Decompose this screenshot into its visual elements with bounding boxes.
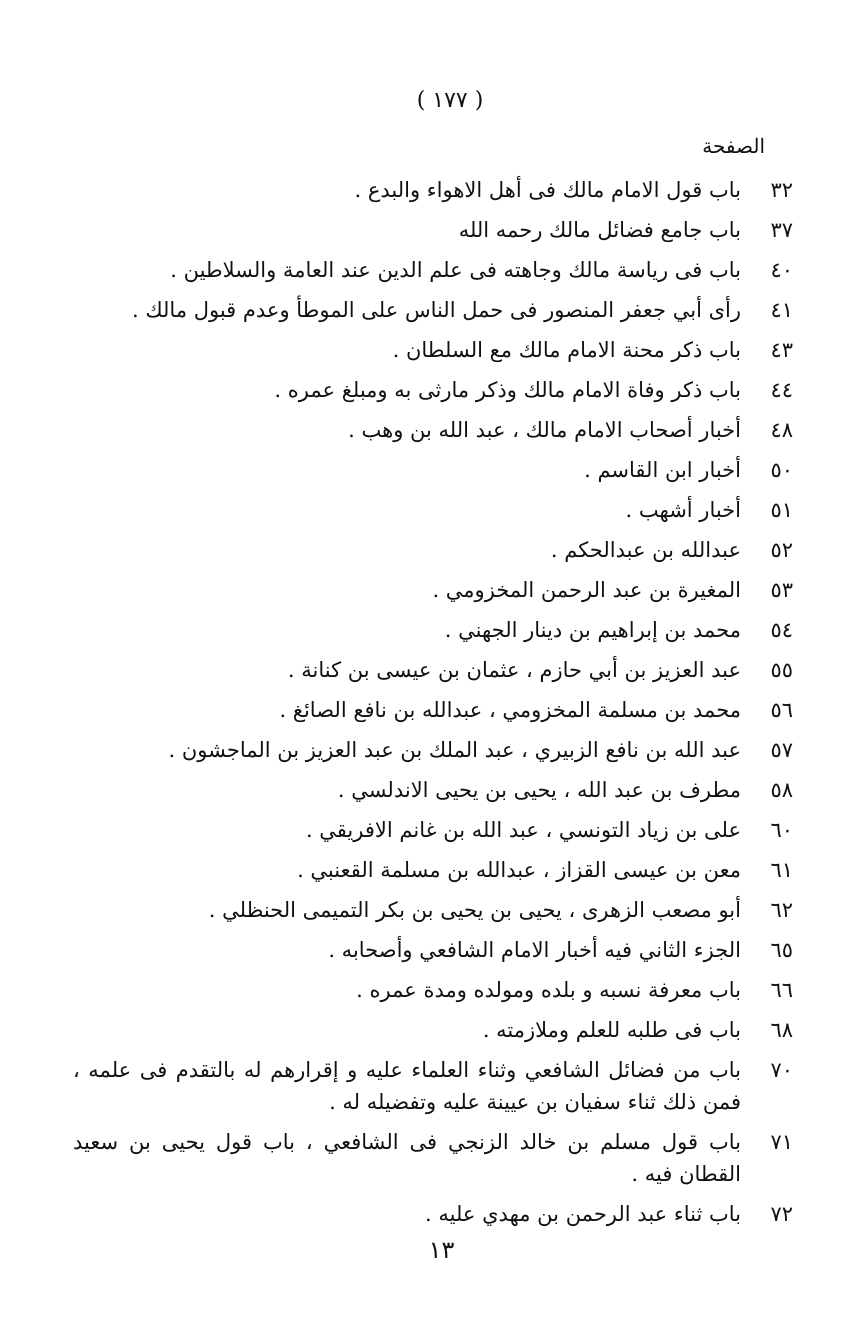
- toc-entry: [73, 610, 793, 650]
- toc-page-number: ٥٢: [770, 538, 793, 562]
- toc-title: الجزء الثاني فيه أخبار الامام الشافعي وأصحابه .: [328, 938, 741, 962]
- toc-title: باب فى طلبه للعلم وملازمته .: [482, 1018, 741, 1042]
- toc-page-number: ٥٠: [770, 458, 793, 482]
- toc-page-number: ٥٤: [770, 618, 793, 642]
- toc-entry: [73, 290, 793, 330]
- toc-page-number: ٥٨: [770, 778, 793, 802]
- toc-page-number: ٧٢: [770, 1202, 793, 1226]
- toc-entry: [73, 210, 793, 250]
- toc-entry: [73, 1050, 793, 1122]
- toc-title: عبدالله بن عبدالحكم .: [550, 538, 741, 562]
- toc-title: محمد بن إبراهيم بن دينار الجهني .: [444, 618, 741, 642]
- toc-page-number: ٥٣: [770, 578, 793, 602]
- toc-entry: [73, 170, 793, 210]
- toc-entry: [73, 370, 793, 410]
- toc-entry: [73, 570, 793, 610]
- toc-page-number: ٧٠: [770, 1058, 793, 1082]
- toc-title: أخبار ابن القاسم .: [584, 458, 741, 482]
- toc-page-number: ٤٠: [770, 258, 793, 282]
- toc-entry: [73, 250, 793, 290]
- page-number: ( ١٧٧ ): [416, 88, 484, 113]
- toc-title: عبد الله بن نافع الزبيري ، عبد الملك بن عبد العزيز بن الماجشون .: [168, 738, 741, 762]
- toc-page-number: ٣٧: [770, 218, 793, 242]
- toc-title: المغيرة بن عبد الرحمن المخزومي .: [432, 578, 741, 602]
- toc-entry: [73, 530, 793, 570]
- toc-page-number: ٦١: [770, 858, 793, 882]
- table-of-contents: [73, 170, 793, 1234]
- toc-title: مطرف بن عبد الله ، يحيى بن يحيى الاندلسي .: [337, 778, 741, 802]
- toc-title: باب فى رياسة مالك وجاهته فى علم الدين عند العامة والسلاطين .: [170, 258, 741, 282]
- page-column-header: الصفحة: [702, 134, 765, 158]
- toc-title: على بن زياد التونسي ، عبد الله بن غانم الافريقي .: [305, 818, 741, 842]
- toc-title: باب قول الامام مالك فى أهل الاهواء والبدع .: [354, 178, 741, 202]
- toc-entry: [73, 690, 793, 730]
- toc-entry: [73, 1194, 793, 1234]
- toc-entry: [73, 330, 793, 370]
- toc-title: باب قول مسلم بن خالد الزنجي فى الشافعي ، باب قول يحيى بن سعيد القطان فيه .: [73, 1130, 741, 1186]
- toc-entry: [73, 450, 793, 490]
- toc-entry: [73, 730, 793, 770]
- toc-page-number: ٦٥: [770, 938, 793, 962]
- toc-entry: [73, 890, 793, 930]
- toc-page-number: ٦٢: [770, 898, 793, 922]
- toc-page-number: ٥٧: [770, 738, 793, 762]
- toc-page-number: ٤١: [770, 298, 793, 322]
- toc-entry: [73, 970, 793, 1010]
- toc-title: باب ذكر وفاة الامام مالك وذكر مارثى به ومبلغ عمره .: [274, 378, 741, 402]
- toc-page-number: ٧١: [770, 1130, 793, 1154]
- toc-entry: [73, 850, 793, 890]
- toc-title: باب ثناء عبد الرحمن بن مهدي عليه .: [425, 1202, 741, 1226]
- toc-page-number: ٥٦: [770, 698, 793, 722]
- toc-entry: [73, 810, 793, 850]
- toc-page-number: ٦٨: [770, 1018, 793, 1042]
- toc-entry: [73, 410, 793, 450]
- toc-entry: [73, 1010, 793, 1050]
- toc-page-number: ٥١: [770, 498, 793, 522]
- toc-page-number: ٤٣: [770, 338, 793, 362]
- toc-title: باب ذكر محنة الامام مالك مع السلطان .: [392, 338, 741, 362]
- toc-page-number: ٤٨: [770, 418, 793, 442]
- toc-title: محمد بن مسلمة المخزومي ، عبدالله بن نافع الصائغ .: [279, 698, 741, 722]
- toc-title: باب معرفة نسبه و بلده ومولده ومدة عمره .: [356, 978, 741, 1002]
- printer-signature-mark: ١٣: [428, 1236, 455, 1264]
- toc-page-number: ٦٠: [770, 818, 793, 842]
- toc-entry: [73, 490, 793, 530]
- toc-title: أخبار أصحاب الامام مالك ، عبد الله بن وهب .: [348, 418, 741, 442]
- toc-page-number: ٥٥: [770, 658, 793, 682]
- toc-title: رأى أبي جعفر المنصور فى حمل الناس على الموطأ وعدم قبول مالك .: [131, 298, 741, 322]
- toc-page-number: ٦٦: [770, 978, 793, 1002]
- toc-entry: [73, 650, 793, 690]
- toc-title: باب جامع فضائل مالك رحمه الله: [458, 218, 741, 242]
- toc-entry: [73, 770, 793, 810]
- toc-entry: [73, 930, 793, 970]
- toc-page-number: ٣٢: [770, 178, 793, 202]
- toc-title: باب من فضائل الشافعي وثناء العلماء عليه و إقرارهم له بالتقدم فى علمه ، فمن ذلك ثناء سفيان بن عيينة عليه وتفضيله له .: [73, 1058, 741, 1114]
- toc-page-number: ٤٤: [770, 378, 793, 402]
- toc-title: معن بن عيسى القزاز ، عبدالله بن مسلمة القعنبي .: [297, 858, 741, 882]
- toc-entry: [73, 1122, 793, 1194]
- toc-title: عبد العزيز بن أبي حازم ، عثمان بن عيسى بن كنانة .: [287, 658, 741, 682]
- toc-title: أخبار أشهب .: [625, 498, 741, 522]
- toc-title: أبو مصعب الزهرى ، يحيى بن يحيى بن بكر التميمى الحنظلي .: [208, 898, 741, 922]
